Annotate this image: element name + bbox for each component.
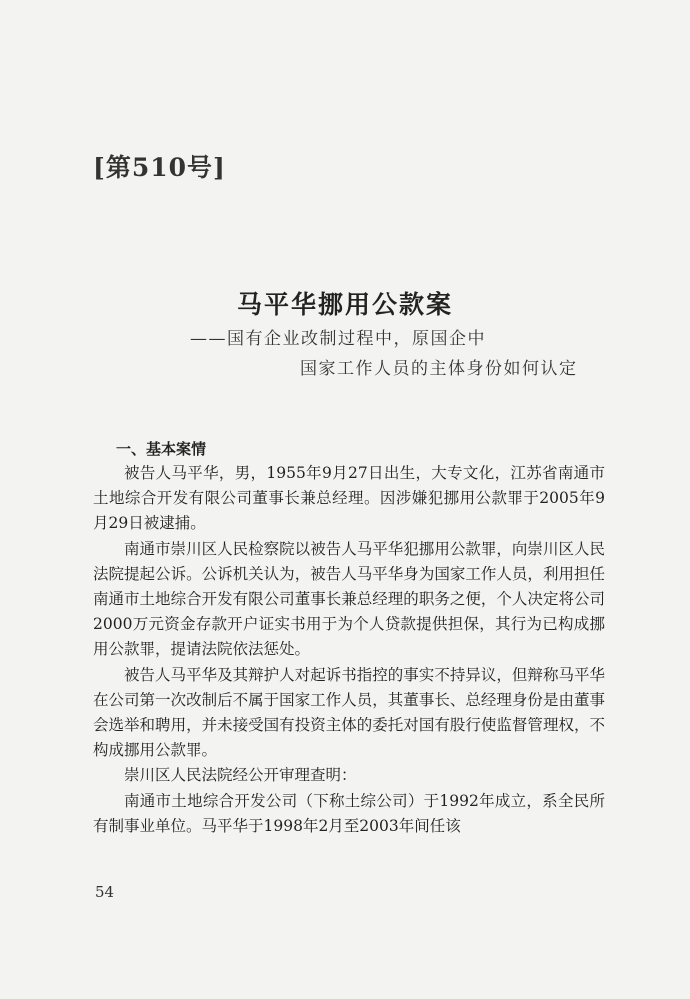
paragraph: 南通市崇川区人民检察院以被告人马平华犯挪用公款罪，向崇川区人民法院提起公诉。公诉机关认为，被告人马平华身为国家工作人员，利用担任南通市土地综合开发有限公司董事长兼总经理的职务之便，个人决定将公司2000万元资金存款开户证实书用于为个人贷款提供担保，其行为已构成挪用公款罪，提请法院依法惩处。 [93, 539, 605, 659]
paragraph: 崇川区人民法院经公开审理查明： [124, 766, 357, 785]
paragraph: 被告人马平华，男，1955年9月27日出生，大专文化，江苏省南通市土地综合开发有限公司董事长兼总经理。因涉嫌犯挪用公款罪于2005年9月29日被逮捕。 [93, 464, 605, 533]
case-number: [第510号] [93, 153, 226, 182]
page-number: 54 [95, 883, 115, 901]
paragraph: 南通市土地综合开发公司（下称土综公司）于1992年成立，系全民所有制事业单位。马平华于1998年2月至2003年间任该 [93, 791, 605, 835]
section-heading: 一、基本案情 [116, 440, 207, 458]
body-text [93, 461, 605, 839]
case-subtitle-line1: ——国有企业改制过程中，原国企中 [190, 329, 486, 349]
paragraph: 被告人马平华及其辩护人对起诉书指控的事实不持异议，但辩称马平华在公司第一次改制后不属于国家工作人员，其董事长、总经理身份是由董事会选举和聘用，并未接受国有投资主体的委托对国有股行使监督管理权，不构成挪用公款罪。 [93, 665, 605, 760]
case-title: 马平华挪用公款案 [236, 290, 453, 319]
case-subtitle-line2: 国家工作人员的主体身份如何认定 [300, 359, 578, 379]
